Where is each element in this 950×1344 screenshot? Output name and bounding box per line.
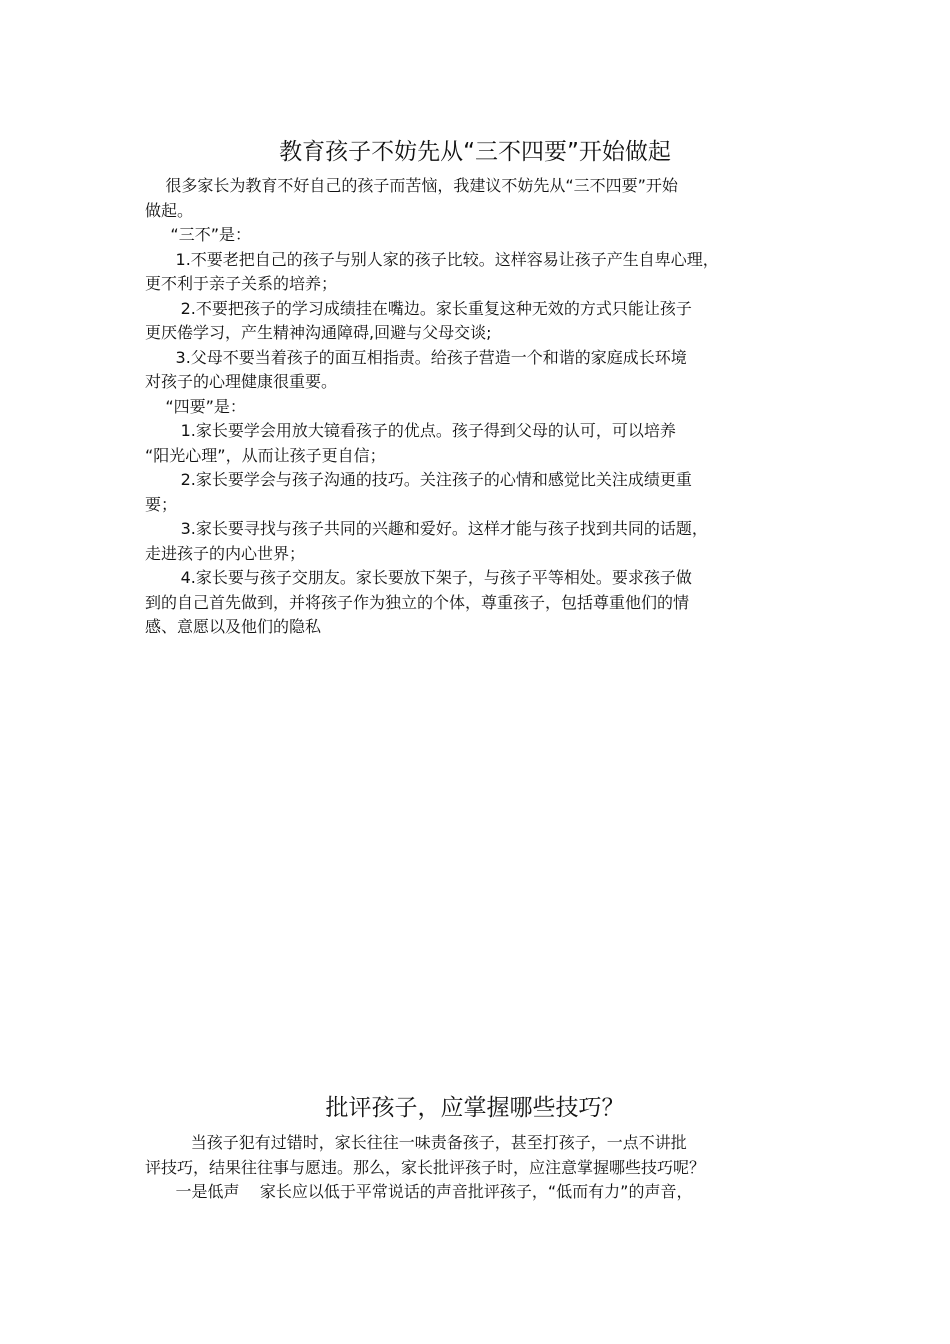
body-line: 更不利于亲子关系的培养； [145, 274, 338, 293]
body-line: 当孩子犯有过错时，家长往往一味责备孩子，甚至打孩子，一点不讲批 [145, 1133, 687, 1152]
body-line: 对孩子的心理健康很重要。 [145, 372, 338, 391]
body-line: 一是低声 家长应以低于平常说话的声音批评孩子，“低而有力”的声音， [145, 1182, 693, 1201]
body-line: “四要”是： [145, 396, 246, 416]
body-line: 3.家长要寻找与孩子共同的兴趣和爱好。这样才能与孩子找到共同的话题， [145, 519, 708, 538]
body-line: 3.父母不要当着孩子的面互相指责。给孩子营造一个和谐的家庭成长环境 [145, 347, 687, 367]
article-title-2: 批评孩子，应掌握哪些技巧？ [325, 1095, 625, 1121]
article-body-2 [145, 1131, 815, 1205]
body-line: “三不”是： [145, 225, 252, 244]
body-line: 评技巧，结果往往事与愿违。那么，家长批评孩子时，应注意掌握哪些技巧呢？ [145, 1157, 706, 1177]
article-body-1 [145, 174, 815, 640]
body-line: 1.不要老把自己的孩子与别人家的孩子比较。这样容易让孩子产生自卑心理， [145, 249, 719, 269]
body-line: 做起。 [145, 200, 194, 220]
body-line: 更厌倦学习，产生精神沟通障碍,回避与父母交谈; [145, 323, 492, 342]
body-line: “阳光心理”，从而让孩子更自信； [145, 445, 386, 465]
body-line: 走进孩子的内心世界； [145, 543, 306, 563]
body-line: 到的自己首先做到，并将孩子作为独立的个体，尊重孩子，包括尊重他们的情 [145, 592, 690, 612]
body-line: 2.不要把孩子的学习成绩挂在嘴边。家长重复这种无效的方式只能让孩子 [145, 298, 692, 318]
body-line: 感、意愿以及他们的隐私 [145, 617, 322, 636]
body-line: 4.家长要与孩子交朋友。家长要放下架子，与孩子平等相处。要求孩子做 [145, 568, 692, 587]
body-line: 2.家长要学会与孩子沟通的技巧。关注孩子的心情和感觉比关注成绩更重 [145, 470, 692, 489]
article-title-1: 教育孩子不妨先从“三不四要”开始做起 [279, 139, 671, 165]
body-line: 1.家长要学会用放大镜看孩子的优点。孩子得到父母的认可，可以培养 [145, 421, 676, 440]
body-line: 很多家长为教育不好自己的孩子而苦恼，我建议不妨先从“三不四要”开始 [145, 176, 678, 195]
body-line: 要； [145, 494, 178, 514]
